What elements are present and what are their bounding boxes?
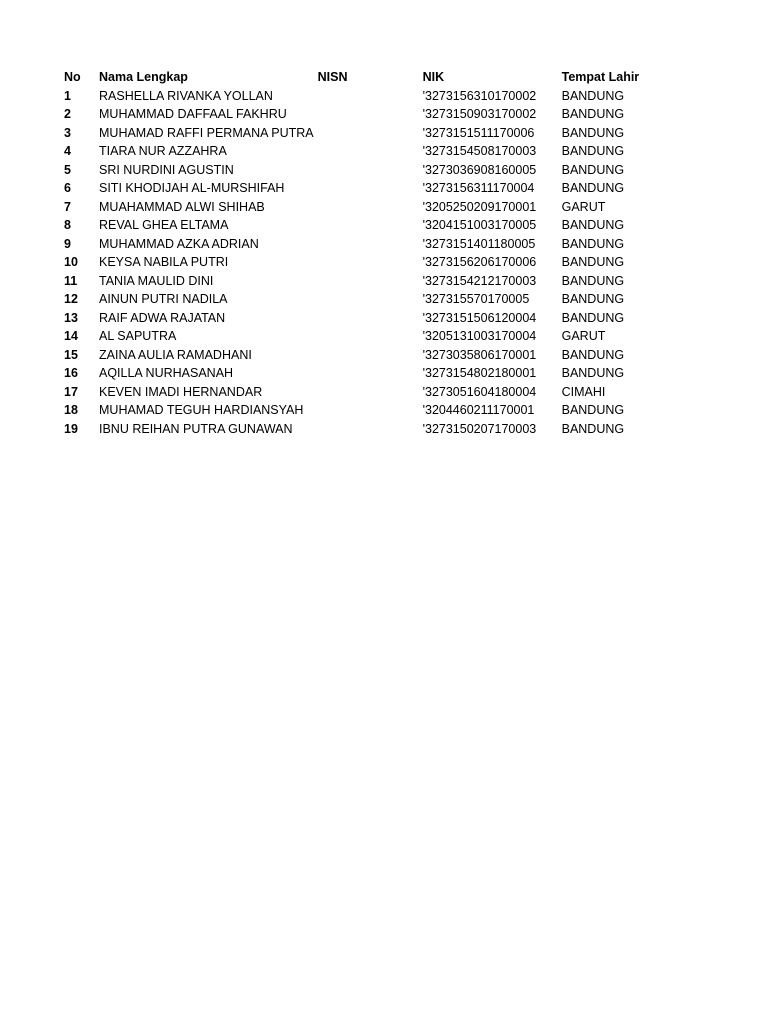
- table-row: [60, 216, 658, 235]
- cell-tempat-lahir: BANDUNG: [561, 162, 625, 177]
- cell-nik: '3273154212170003: [422, 273, 537, 288]
- cell-nama-lengkap: TIARA NUR AZZAHRA: [99, 144, 227, 158]
- cell-nama-lengkap: MUHAMAD TEGUH HARDIANSYAH: [99, 403, 304, 417]
- header-tempat-lahir: Tempat Lahir: [561, 70, 640, 84]
- cell-nama-lengkap: SITI KHODIJAH AL-MURSHIFAH: [99, 181, 285, 195]
- table-row: [60, 198, 658, 217]
- cell-nama-lengkap: AL SAPUTRA: [99, 329, 177, 343]
- cell-tempat-lahir: BANDUNG: [561, 403, 625, 417]
- cell-nisn: [314, 124, 419, 143]
- table-row: [60, 401, 658, 420]
- cell-no: 18: [64, 403, 78, 417]
- table-row: [60, 105, 658, 124]
- cell-no: 5: [64, 162, 71, 177]
- table-row: [60, 420, 658, 439]
- cell-no: 19: [64, 421, 78, 436]
- cell-nisn: [314, 253, 419, 272]
- table-row: [60, 124, 658, 143]
- cell-nama-lengkap: MUHAMMAD DAFFAAL FAKHRU: [99, 107, 287, 121]
- table-row: [60, 87, 658, 106]
- cell-no: 4: [64, 144, 71, 158]
- cell-nik: '3273156206170006: [422, 255, 537, 269]
- table-row: [60, 346, 658, 365]
- cell-nisn: [314, 272, 419, 291]
- cell-nama-lengkap: MUHAMAD RAFFI PERMANA PUTRA: [99, 125, 314, 140]
- cell-nik: '3273156311170004: [422, 181, 535, 195]
- cell-nik: '3273154802180001: [422, 366, 537, 380]
- cell-nama-lengkap: KEVEN IMADI HERNANDAR: [99, 384, 263, 399]
- cell-nik: '3273151511170006: [422, 125, 535, 140]
- table-row: [60, 272, 658, 291]
- table-row: [60, 161, 658, 180]
- cell-nisn: [314, 179, 419, 198]
- cell-nisn: [314, 198, 419, 217]
- cell-nisn: [314, 235, 419, 254]
- cell-no: 15: [64, 347, 78, 362]
- cell-nama-lengkap: KEYSA NABILA PUTRI: [99, 255, 229, 269]
- cell-no: 10: [64, 255, 78, 269]
- header-nama-lengkap: Nama Lengkap: [99, 70, 188, 84]
- cell-no: 11: [64, 273, 78, 288]
- table-row: [60, 235, 658, 254]
- cell-tempat-lahir: BANDUNG: [561, 310, 625, 325]
- cell-no: 1: [64, 88, 71, 103]
- cell-tempat-lahir: BANDUNG: [561, 144, 625, 158]
- table-row: [60, 253, 658, 272]
- cell-nik: '3273035806170001: [422, 347, 537, 362]
- cell-nisn: [314, 383, 419, 402]
- cell-nisn: [314, 87, 419, 106]
- cell-tempat-lahir: GARUT: [561, 199, 606, 214]
- cell-nisn: [314, 105, 419, 124]
- header-nisn: NISN: [317, 70, 348, 84]
- cell-nik: '3273151506120004: [422, 310, 537, 325]
- cell-tempat-lahir: CIMAHI: [561, 384, 606, 399]
- cell-nama-lengkap: ZAINA AULIA RAMADHANI: [99, 347, 252, 362]
- cell-nama-lengkap: REVAL GHEA ELTAMA: [99, 218, 229, 232]
- cell-nisn: [314, 364, 419, 383]
- cell-tempat-lahir: BANDUNG: [561, 255, 625, 269]
- cell-nama-lengkap: RAIF ADWA RAJATAN: [99, 310, 226, 325]
- cell-nisn: [314, 161, 419, 180]
- cell-tempat-lahir: BANDUNG: [561, 181, 625, 195]
- cell-tempat-lahir: GARUT: [561, 329, 606, 343]
- cell-nama-lengkap: AINUN PUTRI NADILA: [99, 292, 228, 306]
- cell-no: 9: [64, 236, 71, 251]
- cell-tempat-lahir: BANDUNG: [561, 107, 625, 121]
- cell-nik: '3273036908160005: [422, 162, 537, 177]
- cell-nik: '3273151401180005: [422, 236, 536, 251]
- cell-nisn: [314, 309, 419, 328]
- cell-nama-lengkap: AQILLA NURHASANAH: [99, 366, 234, 380]
- cell-no: 12: [64, 292, 78, 306]
- cell-nisn: [314, 216, 419, 235]
- table-body: [60, 87, 658, 439]
- header-no: No: [64, 70, 81, 84]
- cell-no: 2: [64, 107, 71, 121]
- cell-tempat-lahir: BANDUNG: [561, 292, 625, 306]
- cell-tempat-lahir: BANDUNG: [561, 366, 625, 380]
- cell-tempat-lahir: BANDUNG: [561, 347, 625, 362]
- cell-nama-lengkap: IBNU REIHAN PUTRA GUNAWAN: [99, 421, 293, 436]
- header-nik: NIK: [422, 70, 445, 84]
- cell-nisn: [314, 420, 419, 439]
- table-row: [60, 290, 658, 309]
- cell-nama-lengkap: RASHELLA RIVANKA YOLLAN: [99, 88, 273, 103]
- header-row: [60, 68, 658, 87]
- cell-nama-lengkap: SRI NURDINI AGUSTIN: [99, 162, 234, 177]
- table-row: [60, 383, 658, 402]
- cell-nik: '3205250209170001: [422, 199, 537, 214]
- cell-no: 6: [64, 181, 71, 195]
- cell-no: 8: [64, 218, 71, 232]
- cell-tempat-lahir: BANDUNG: [561, 88, 625, 103]
- cell-nik: '3204460211170001: [422, 403, 535, 417]
- table-row: [60, 309, 658, 328]
- cell-tempat-lahir: BANDUNG: [561, 218, 625, 232]
- cell-no: 16: [64, 366, 78, 380]
- cell-nik: '3273150903170002: [422, 107, 537, 121]
- cell-nama-lengkap: MUAHAMMAD ALWI SHIHAB: [99, 199, 265, 214]
- cell-nik: '3273150207170003: [422, 421, 537, 436]
- cell-nisn: [314, 401, 419, 420]
- table-row: [60, 364, 658, 383]
- cell-nik: '3273154508170003: [422, 144, 537, 158]
- cell-tempat-lahir: BANDUNG: [561, 421, 625, 436]
- cell-nik: '3205131003170004: [422, 329, 537, 343]
- cell-tempat-lahir: BANDUNG: [561, 236, 625, 251]
- table-row: [60, 179, 658, 198]
- table-row: [60, 142, 658, 161]
- cell-nisn: [314, 142, 419, 161]
- table-row: [60, 327, 658, 346]
- cell-no: 13: [64, 310, 78, 325]
- cell-tempat-lahir: BANDUNG: [561, 273, 625, 288]
- cell-no: 7: [64, 199, 71, 214]
- cell-nama-lengkap: MUHAMMAD AZKA ADRIAN: [99, 236, 259, 251]
- cell-nik: '3273156310170002: [422, 88, 537, 103]
- cell-no: 14: [64, 329, 78, 343]
- cell-no: 3: [64, 125, 71, 140]
- cell-no: 17: [64, 384, 78, 399]
- cell-nisn: [314, 346, 419, 365]
- cell-tempat-lahir: BANDUNG: [561, 125, 625, 140]
- cell-nik: '3204151003170005: [422, 218, 537, 232]
- cell-nisn: [314, 327, 419, 346]
- cell-nik: '327315570170005: [422, 292, 530, 306]
- cell-nisn: [314, 290, 419, 309]
- cell-nama-lengkap: TANIA MAULID DINI: [99, 273, 214, 288]
- student-table: [60, 68, 658, 438]
- cell-nik: '3273051604180004: [422, 384, 537, 399]
